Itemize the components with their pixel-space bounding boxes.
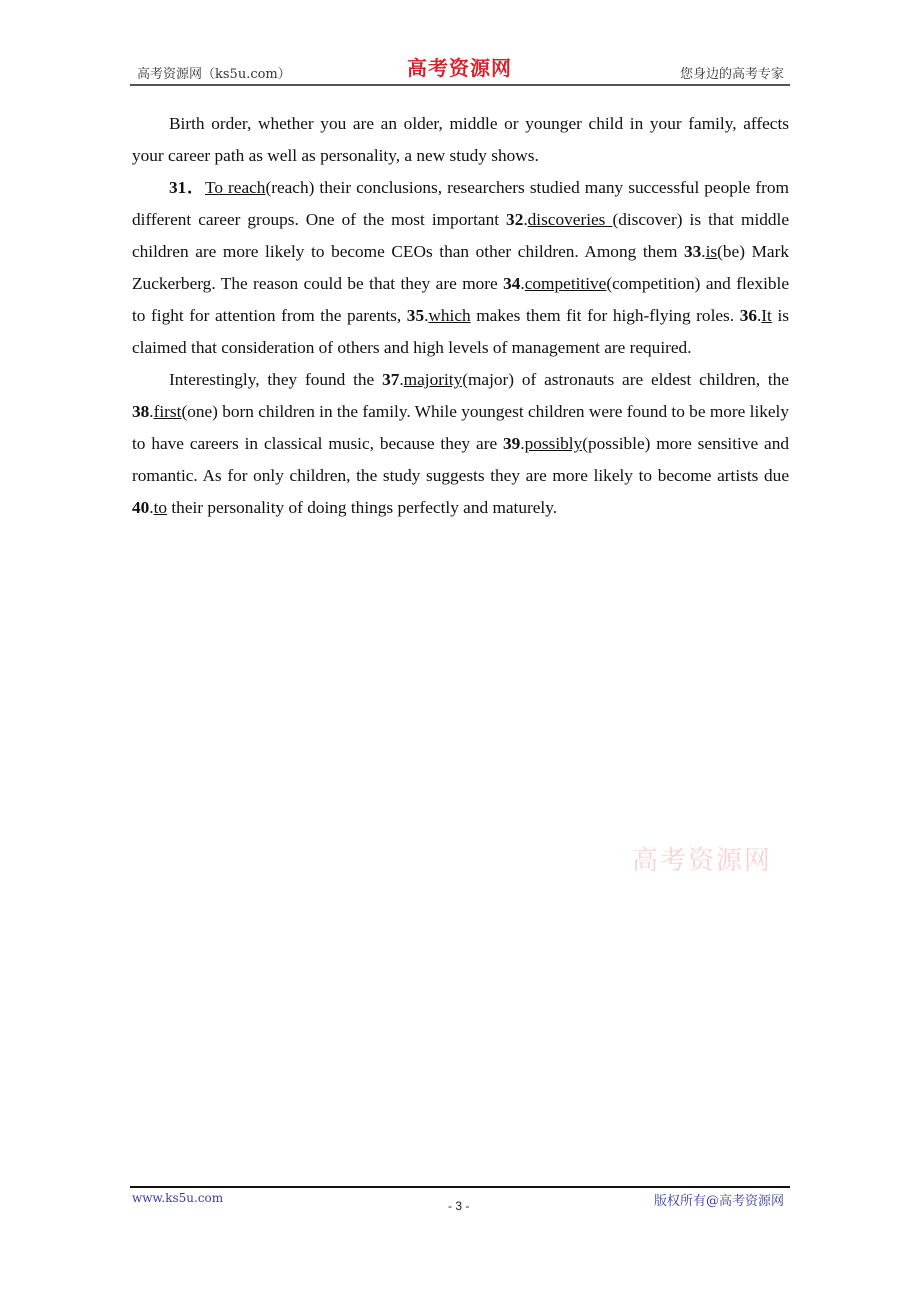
- text-run: (be) Mark Zuckerberg. The reason could be that they are more: [132, 242, 790, 293]
- question-number: 33: [684, 242, 702, 261]
- header-divider: [130, 84, 790, 86]
- question-number: 31．: [169, 178, 206, 197]
- footer-divider: [130, 1186, 790, 1188]
- answer-blank: to: [153, 498, 168, 517]
- question-number: 37: [382, 370, 400, 389]
- answer-blank: first: [153, 402, 182, 421]
- header-slogan: 您身边的高考专家: [679, 67, 784, 82]
- watermark: 高考资源网: [632, 846, 773, 876]
- footer-copyright: 版权所有@高考资源网: [653, 1194, 784, 1209]
- text-run: .: [149, 402, 154, 421]
- paragraph: [132, 172, 789, 364]
- text-run: (possible) more sensitive and romantic. As for only children, the study suggests they are more likely to become artists due: [132, 434, 789, 485]
- text-run: .: [520, 274, 525, 293]
- text-run: makes them fit for high-flying roles.: [470, 306, 740, 325]
- header-site-name: 高考资源网（ks5u.com）: [137, 67, 291, 82]
- question-number: 32: [506, 210, 524, 229]
- answer-blank: It: [761, 306, 772, 325]
- question-number: 35: [406, 306, 425, 325]
- answer-blank: competitive: [524, 274, 607, 293]
- text-run: Interestingly, they found the: [169, 370, 383, 389]
- paragraph: [132, 364, 789, 524]
- question-number: 38: [132, 402, 150, 421]
- answer-blank: discoveries: [527, 210, 613, 229]
- answer-blank: To reach: [205, 178, 266, 197]
- answer-blank: majority: [403, 370, 463, 389]
- question-number: 36: [739, 306, 757, 325]
- text-run: (major) of astronauts are eldest children, the: [462, 370, 789, 389]
- text-run: is claimed that consideration of others and high levels of management are required.: [132, 306, 789, 357]
- text-run: .: [756, 306, 762, 325]
- text-run: (competition) and flexible to fight for attention from the parents,: [132, 274, 789, 325]
- text-run: their personality of doing things perfectly and maturely.: [167, 498, 558, 517]
- text-run: (discover) is that middle children are more likely to become CEOs than other children. Among them: [132, 210, 790, 261]
- article-body: [132, 108, 789, 524]
- question-number: 40: [132, 498, 150, 517]
- text-run: .: [399, 370, 404, 389]
- text-run: (one) born children in the family. While youngest children were found to be more likely to have careers in classical music, because they are: [132, 402, 789, 453]
- text-run: Birth order, whether you are an older, middle or younger child in your family, affects your career path as well as personality, a new study shows.: [132, 114, 789, 165]
- page-header: [130, 54, 790, 86]
- answer-blank: possibly: [524, 434, 583, 453]
- page-number: - 3 -: [448, 1199, 470, 1213]
- text-run: .: [701, 242, 706, 261]
- answer-blank: which: [428, 306, 471, 325]
- footer-website-link[interactable]: www.ks5u.com: [132, 1191, 224, 1205]
- paragraph: [132, 108, 789, 172]
- header-logo: 高考资源网: [407, 56, 512, 80]
- question-number: 39: [503, 434, 521, 453]
- text-run: .: [424, 306, 429, 325]
- text-run: .: [149, 498, 154, 517]
- text-run: .: [520, 434, 525, 453]
- text-run: .: [523, 210, 528, 229]
- page-footer: [130, 1186, 790, 1216]
- text-run: (reach) their conclusions, researchers studied many successful people from different career groups. One of the most important: [132, 178, 789, 229]
- answer-blank: is: [705, 242, 718, 261]
- question-number: 34: [503, 274, 521, 293]
